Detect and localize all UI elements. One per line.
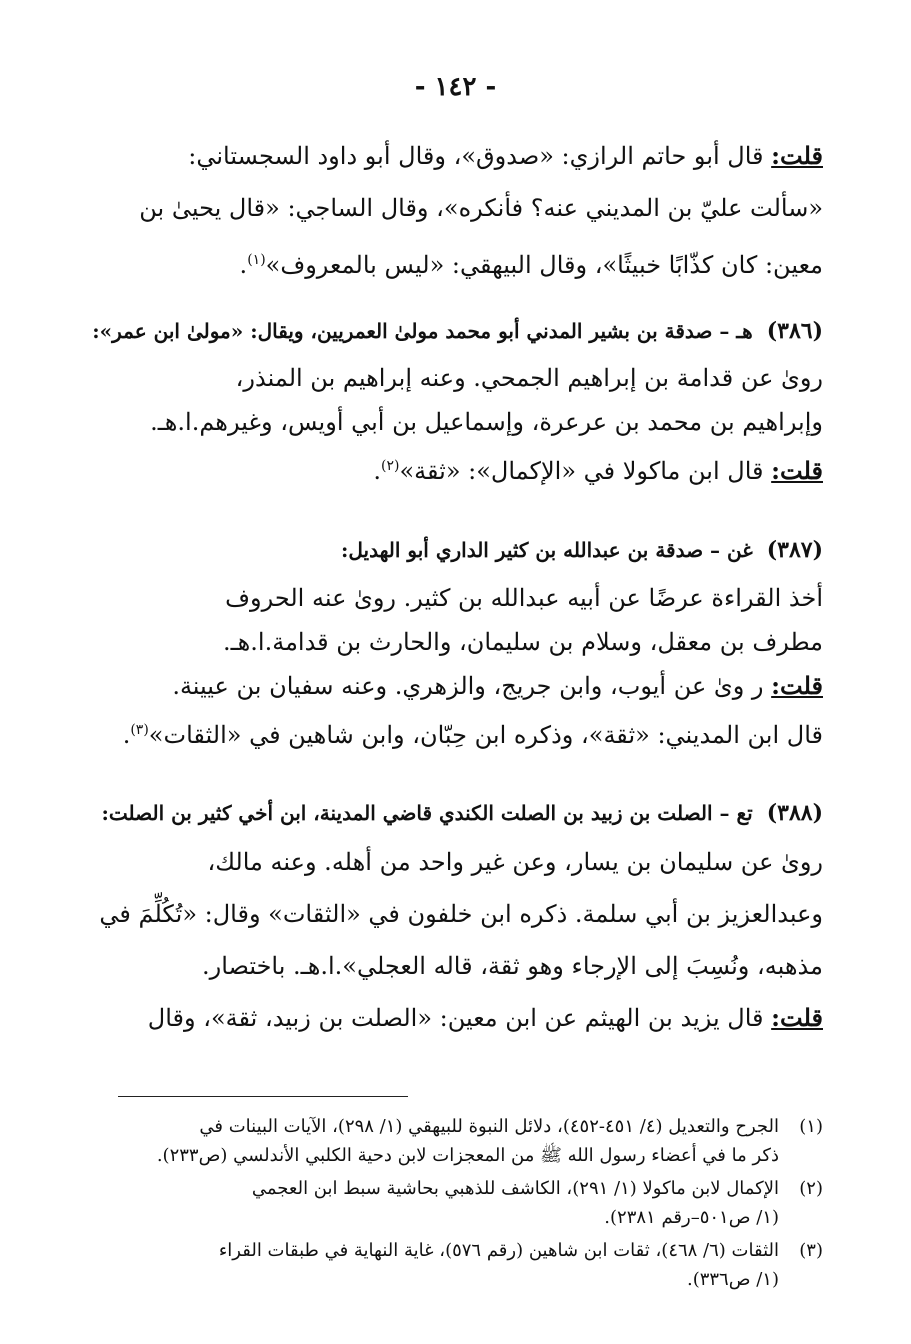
entry-heading-388: (٣٨٨)تع – الصلت بن زبيد بن الصلت الكندي قاضي المدينة، ابن أخي كثير بن الصلت: <box>101 800 823 826</box>
text-line: «سألت عليّ بن المديني عنه؟ فأنكره»، وقال الساجي: «قال يحيىٰ بن <box>139 194 823 222</box>
paragraph-intro <box>118 136 823 285</box>
footnote-number: (٣) <box>799 1240 823 1261</box>
footnote-ref: (١) <box>247 252 266 268</box>
text-line: أخذ القراءة عرضًا عن أبيه عبدالله بن كثير. رویٰ عنه الحروف <box>225 584 823 612</box>
footnote-number: (٢) <box>799 1178 823 1199</box>
entry-number: (٣٨٦) <box>766 318 823 344</box>
text-line: مذهبه، ونُسِبَ إلى الإرجاء وهو ثقة، قاله العجلي».ا.هـ. باختصار. <box>202 952 823 980</box>
text-line: رویٰ عن سليمان بن يسار، وعن غير واحد من أهله. وعنه مالك، <box>207 848 823 876</box>
footnote-number: (١) <box>799 1116 823 1137</box>
text-line: قلت: قال ابن ماكولا في «الإكمال»: «ثقة»$^{(٢)}$. <box>373 456 823 485</box>
qult-label: قلت: <box>771 671 823 700</box>
text-line: مطرف بن معقل، وسلام بن سليمان، والحارث بن قدامة.ا.هـ. <box>222 628 823 656</box>
footnote-divider <box>118 1096 408 1097</box>
entry-body-387 <box>118 578 823 755</box>
text-line: وإبراهيم بن محمد بن عرعرة، وإسماعيل بن أبي أويس، وغيرهم.ا.هـ. <box>150 408 823 436</box>
entry-body-388 <box>99 842 823 1038</box>
text-line: قلت: قال يزيد بن الهيثم عن ابن معين: «الصلت بن زبيد، ثقة»، وقال <box>147 1003 823 1032</box>
qult-label: قلت: <box>771 1003 823 1032</box>
entry-body-386 <box>118 358 823 491</box>
text-line: قلت: ر ویٰ عن أيوب، وابن جريج، والزهري. وعنه سفيان بن عيينة. <box>172 671 823 700</box>
text-line: معين: كان كذّابًا خبيثًا»، وقال البيهقي: «ليس بالمعروف»$^{(١)}$. <box>239 251 823 279</box>
footnote-2: (٢)الإكمال لابن ماكولا (١/ ٢٩١)، الكاشف للذهبي بحاشية سبط ابن العجمي (١/ ص٥٠١–رقم ٢٣٨١). <box>118 1174 823 1232</box>
footnote-ref: (٣) <box>130 722 149 738</box>
footnote-3: (٣)الثقات (٦/ ٤٦٨)، ثقات ابن شاهين (رقم ٥٧٦)، غاية النهاية في طبقات القراء (١/ ص٣٣٦). <box>118 1236 823 1294</box>
qult-label: قلت: <box>771 456 823 485</box>
text-line: وعبدالعزيز بن أبي سلمة. ذكره ابن خلفون في «الثقات» وقال: «تُكُلِّمَ في <box>99 900 823 928</box>
text-line: قال ابن المديني: «ثقة»، وذكره ابن حِبّان، وابن شاهين في «الثقات»$^{(٣)}$. <box>122 721 823 749</box>
qult-label: قلت: <box>771 141 823 170</box>
entry-heading-387: (٣٨٧)غن – صدقة بن عبدالله بن كثير الداري أبو الهديل: <box>340 537 823 563</box>
entry-heading-386: (٣٨٦)هـ – صدقة بن بشير المدني أبو محمد مولىٰ العمريين، ويقال: «مولىٰ ابن عمر»: <box>92 318 823 344</box>
footnote-ref: (٢) <box>380 458 400 474</box>
footnote-1: (١)الجرح والتعديل (٤/ ٤٥١-٤٥٢)، دلائل النبوة للبيهقي (١/ ٢٩٨)، الآيات البينات في ذكر ما في أعضاء رسول الله ﷺ من المعجزات لابن دحية الكلبي الأندلسي (ص٢٣٣). <box>118 1112 823 1170</box>
entry-number: (٣٨٧) <box>766 537 823 563</box>
entry-number: (٣٨٨) <box>766 800 823 826</box>
page-number: - ١٤٢ - <box>414 72 497 102</box>
text-line: قلت: قال أبو حاتم الرازي: «صدوق»، وقال أبو داود السجستاني: <box>188 141 823 170</box>
text-line: رویٰ عن قدامة بن إبراهيم الجمحي. وعنه إبراهيم بن المنذر، <box>235 364 823 392</box>
